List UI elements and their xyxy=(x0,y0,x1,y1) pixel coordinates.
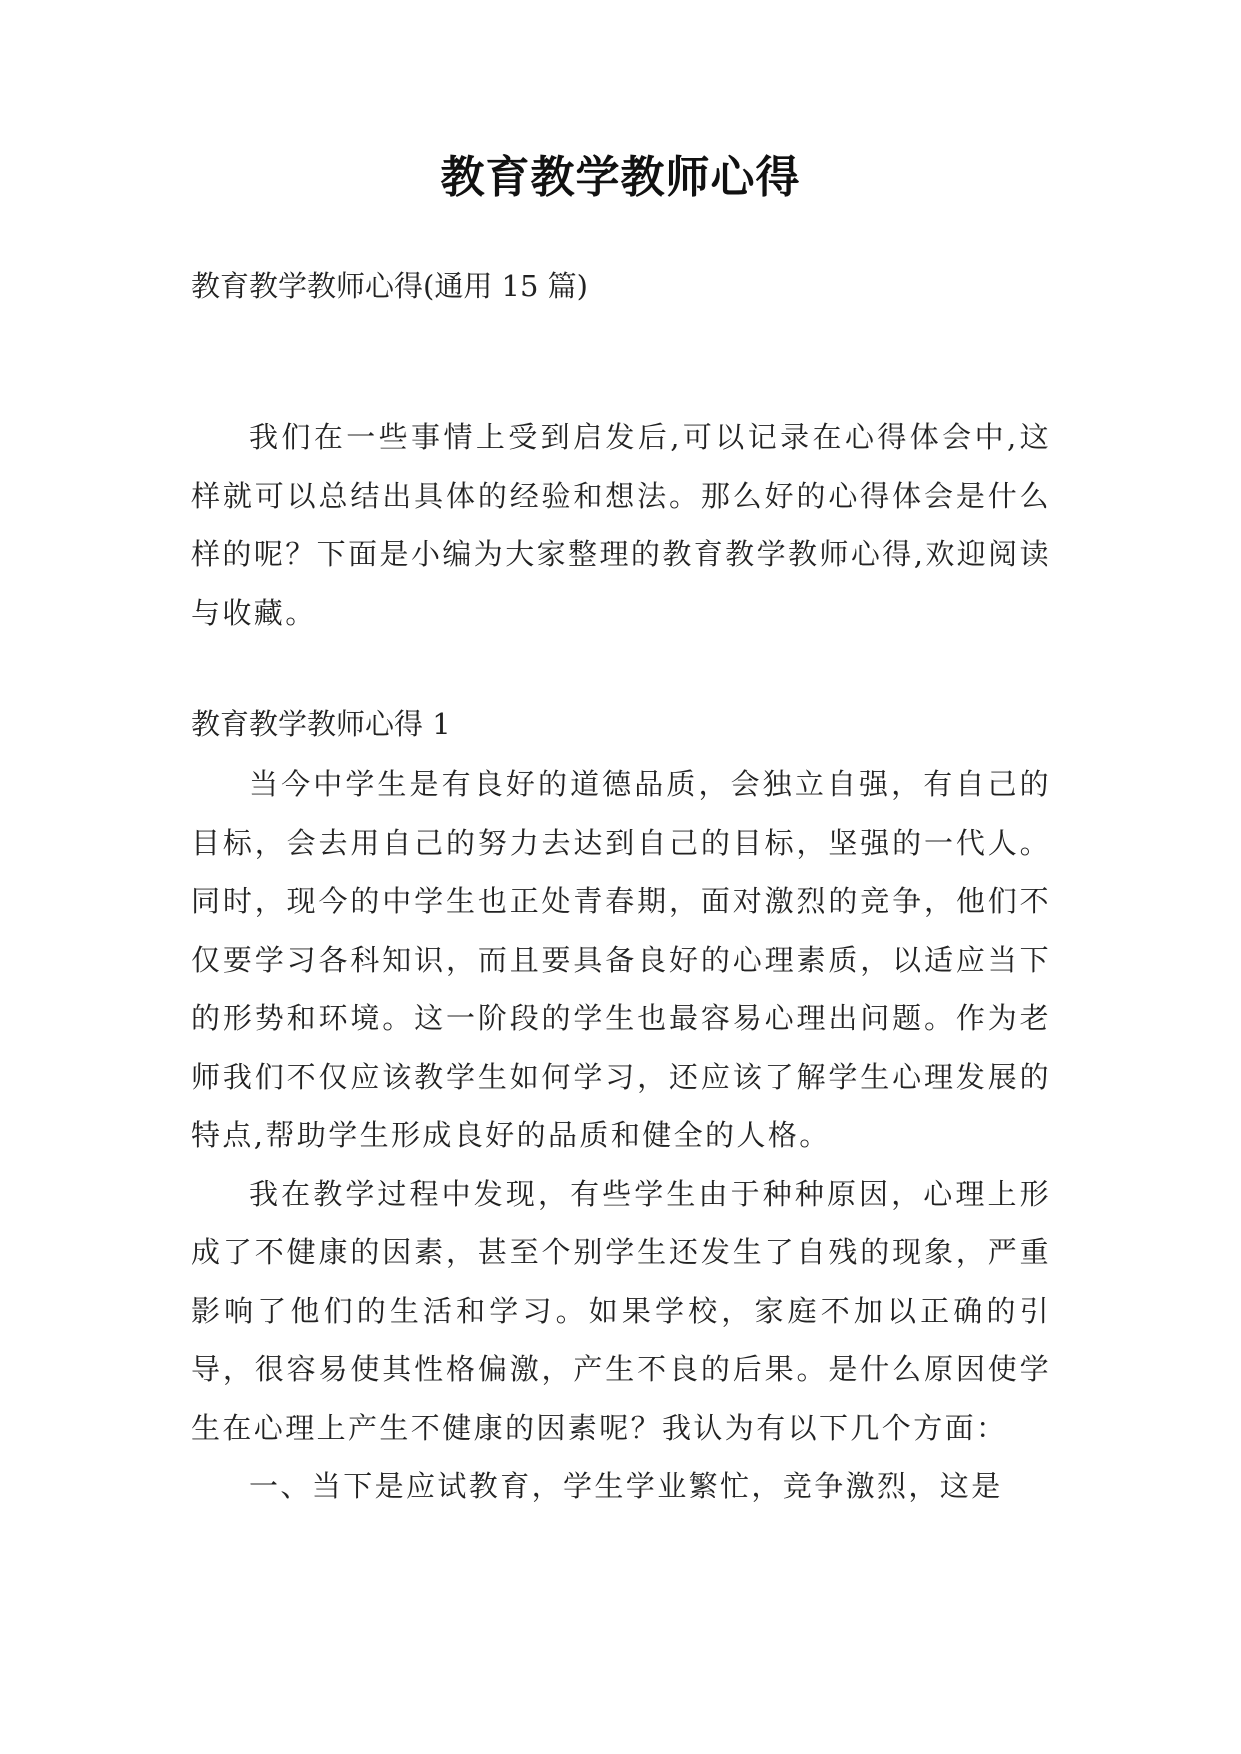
document-title: 教育教学教师心得 xyxy=(440,152,801,203)
intro-paragraph: 我们在一些事情上受到启发后,可以记录在心得体会中,这样就可以总结出具体的经验和想法。那么好的心得体会是什么样的呢？下面是小编为大家整理的教育教学教师心得,欢迎阅读与收藏。 xyxy=(191,420,1051,630)
document-subtitle: 教育教学教师心得(通用 15 篇) xyxy=(191,269,588,303)
section-heading: 教育教学教师心得 1 xyxy=(191,707,451,741)
body-paragraph: 我在教学过程中发现，有些学生由于种种原因，心理上形成了不健康的因素，甚至个别学生还发生了自残的现象，严重影响了他们的生活和学习。如果学校，家庭不加以正确的引导，很容易使其性格偏激，产生不良的后果。是什么原因使学生在心理上产生不健康的因素呢？我认为有以下几个方面： xyxy=(191,1176,1051,1445)
body-paragraph: 当今中学生是有良好的道德品质，会独立自强，有自己的目标，会去用自己的努力去达到自己的目标，坚强的一代人。同时，现今的中学生也正处青春期，面对激烈的竞争，他们不仅要学习各科知识，而且要具备良好的心理素质，以适应当下的形势和环境。这一阶段的学生也最容易心理出问题。作为老师我们不仅应该教学生如何学习，还应该了解学生心理发展的特点,帮助学生形成良好的品质和健全的人格。 xyxy=(191,767,1051,1152)
section-body xyxy=(191,755,1051,1516)
body-paragraph: 一、当下是应试教育，学生学业繁忙，竞争激烈，这是 xyxy=(249,1469,1003,1503)
